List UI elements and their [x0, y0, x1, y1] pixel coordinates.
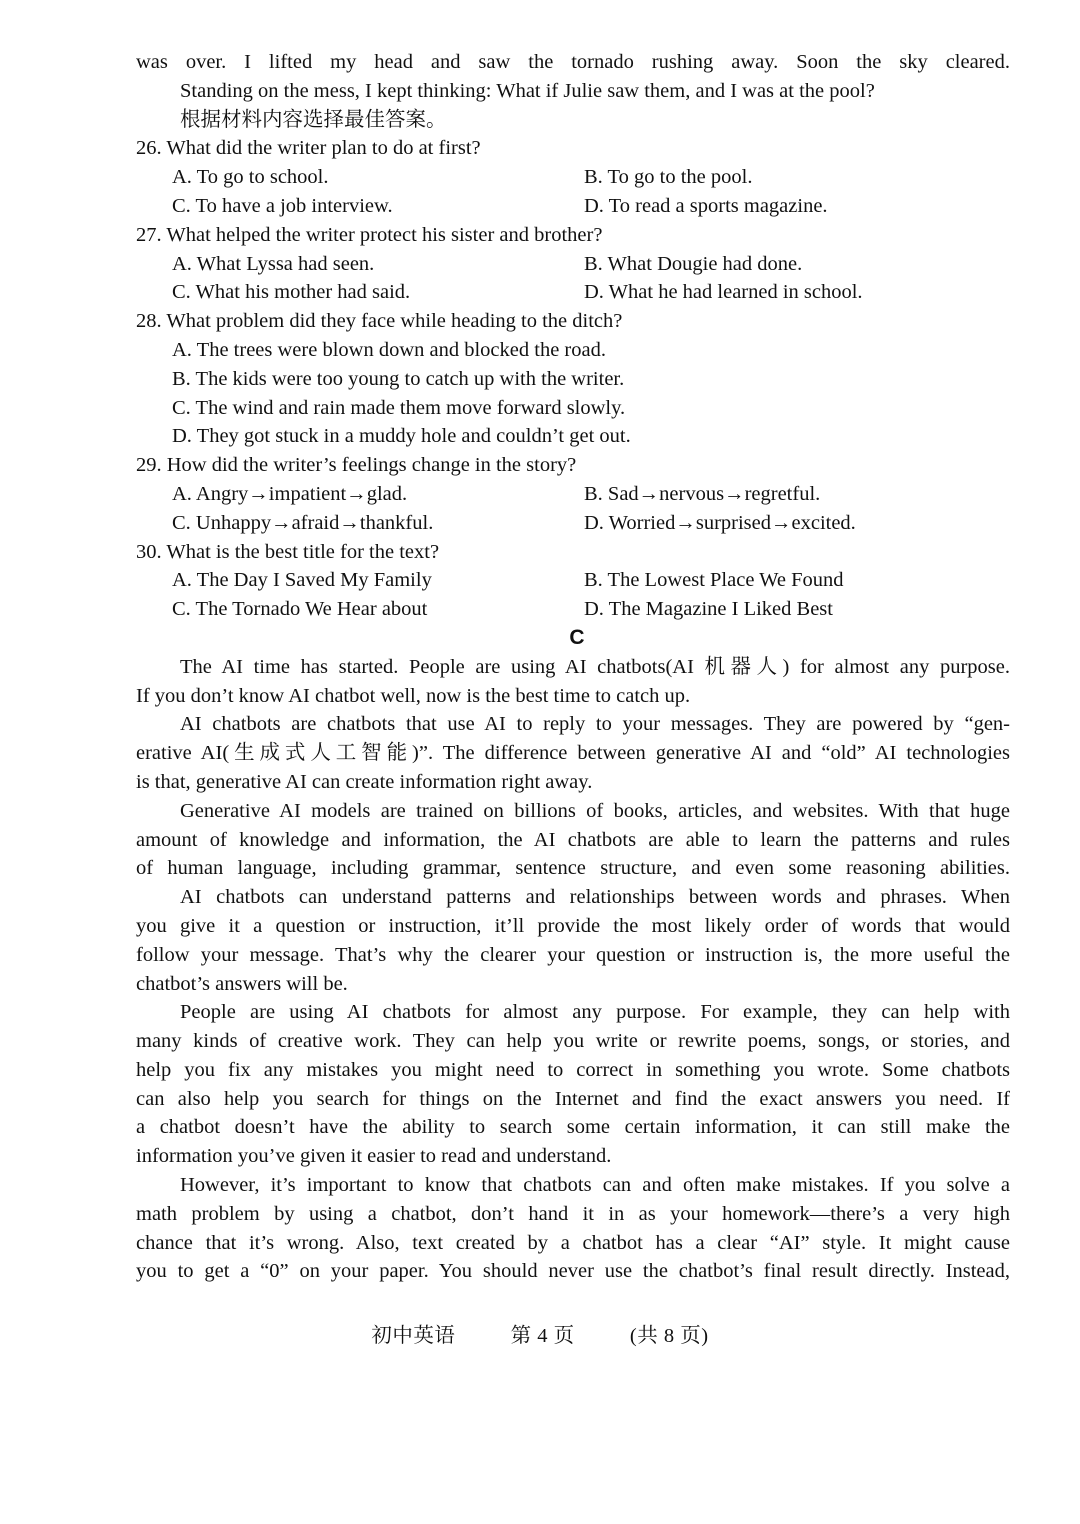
passage-line: a chatbot doesn’t have the ability to search some certain information, it can still make the [136, 1116, 1010, 1139]
passage-line: can also help you search for things on the Internet and find the exact answers you need. If [136, 1087, 1010, 1110]
passage-line: follow your message. That’s why the clearer your question or instruction is, the more useful the [136, 943, 1010, 966]
passage-line: People are using AI chatbots for almost any purpose. For example, they can help with [180, 1001, 1010, 1024]
passage-paragraph [136, 710, 1010, 796]
instruction-line: 根据材料内容选择最佳答案。 [180, 108, 447, 131]
option-d: D. What he had learned in school. [584, 281, 863, 304]
option-row [136, 566, 1010, 595]
passage-line: is that, generative AI can create information right away. [136, 770, 593, 793]
option-d: D. To read a sports magazine. [584, 194, 828, 217]
option-d: D. Worried→surprised→excited. [584, 511, 856, 534]
footer-subject: 初中英语 [371, 1325, 456, 1347]
option-b: B. Sad→nervous→regretful. [584, 482, 821, 505]
option-c: C. To have a job interview. [172, 194, 393, 217]
option-a: A. The trees were blown down and blocked the road. [172, 338, 606, 361]
question-stem: 26. What did the writer plan to do at first? [136, 137, 481, 160]
passage-line: The AI time has started. People are using AI chatbots(AI 机器人) for almost any purpose. [180, 655, 1010, 678]
option-row [136, 163, 1010, 192]
option-a: A. What Lyssa had seen. [172, 252, 375, 275]
question-stem: 30. What is the best title for the text? [136, 540, 440, 563]
option-a: A. To go to school. [172, 166, 329, 189]
passage-paragraph [136, 797, 1010, 883]
passage-line: of human language, including grammar, sentence structure, and even some reasoning abilities. [136, 857, 1010, 880]
option-row [136, 509, 1010, 538]
option-d: D. They got stuck in a muddy hole and couldn’t get out. [172, 425, 631, 448]
passage-paragraph [136, 998, 1010, 1171]
passage-line: erative AI(生成式人工智能)”. The difference between generative AI and “old” AI technologies [136, 742, 1010, 765]
question-stem: 29. How did the writer’s feelings change in the story? [136, 454, 577, 477]
option-b: B. The kids were too young to catch up with the writer. [172, 367, 625, 390]
intro-line: Standing on the mess, I kept thinking: What if Julie saw them, and I was at the pool? [180, 79, 875, 102]
passage-line: amount of knowledge and information, the AI chatbots are able to learn the patterns and rules [136, 828, 1010, 851]
passage-line: math problem by using a chatbot, don’t hand it in as your homework—there’s a very high [136, 1202, 1010, 1225]
question-stem: 28. What problem did they face while heading to the ditch? [136, 310, 623, 333]
option-d: D. The Magazine I Liked Best [584, 598, 833, 621]
page-footer [0, 1318, 1080, 1348]
option-b: B. To go to the pool. [584, 166, 753, 189]
passage-line: AI chatbots are chatbots that use AI to reply to your messages. They are powered by “gen- [180, 713, 1010, 736]
intro-line: was over. I lifted my head and saw the tornado rushing away. Soon the sky cleared. [136, 51, 1010, 73]
option-c: C. The Tornado We Hear about [172, 598, 428, 621]
passage-line: AI chatbots can understand patterns and relationships between words and phrases. When [180, 886, 1010, 909]
passage-line: If you don’t know AI chatbot well, now is the best time to catch up. [136, 684, 691, 707]
passage-paragraph [136, 1171, 1010, 1286]
footer-total-pages: (共 8 页) [629, 1325, 709, 1347]
option-row [136, 480, 1010, 509]
option-row [136, 192, 1010, 221]
option-c: C. What his mother had said. [172, 281, 411, 304]
passage-paragraph [136, 883, 1010, 998]
option-b: B. The Lowest Place We Found [584, 569, 844, 592]
option-b: B. What Dougie had done. [584, 252, 803, 275]
option-c: C. Unhappy→afraid→thankful. [172, 511, 434, 534]
option-row [136, 250, 1010, 279]
passage-line: help you fix any mistakes you might need to correct in something you wrote. Some chatbots [136, 1058, 1010, 1081]
option-a: A. Angry→impatient→glad. [172, 482, 408, 505]
passage-line: chance that it’s wrong. Also, text created by a chatbot has a clear “AI” style. It might cause [136, 1231, 1010, 1254]
passage-paragraph [136, 653, 1010, 711]
exam-page [136, 48, 1010, 1286]
passage-line: information you’ve given it easier to read and understand. [136, 1145, 612, 1168]
option-row [136, 595, 1010, 624]
passage-line: However, it’s important to know that chatbots can and often make mistakes. If you solve a [180, 1174, 1010, 1197]
passage-line: you to get a “0” on your paper. You should never use the chatbot’s final result directly. Instead, [136, 1260, 1010, 1283]
passage-line: you give it a question or instruction, it’ll provide the most likely order of words that would [136, 914, 1010, 937]
section-heading: C [569, 625, 585, 649]
footer-page-number: 第 4 页 [510, 1325, 575, 1347]
option-a: A. The Day I Saved My Family [172, 569, 432, 592]
option-row [136, 278, 1010, 307]
question-stem: 27. What helped the writer protect his sister and brother? [136, 223, 603, 246]
option-c: C. The wind and rain made them move forward slowly. [172, 396, 626, 419]
passage-line: many kinds of creative work. They can help you write or rewrite poems, songs, or stories, and [136, 1030, 1010, 1053]
passage-line: chatbot’s answers will be. [136, 972, 348, 995]
passage-line: Generative AI models are trained on billions of books, articles, and websites. With that huge [180, 799, 1010, 822]
